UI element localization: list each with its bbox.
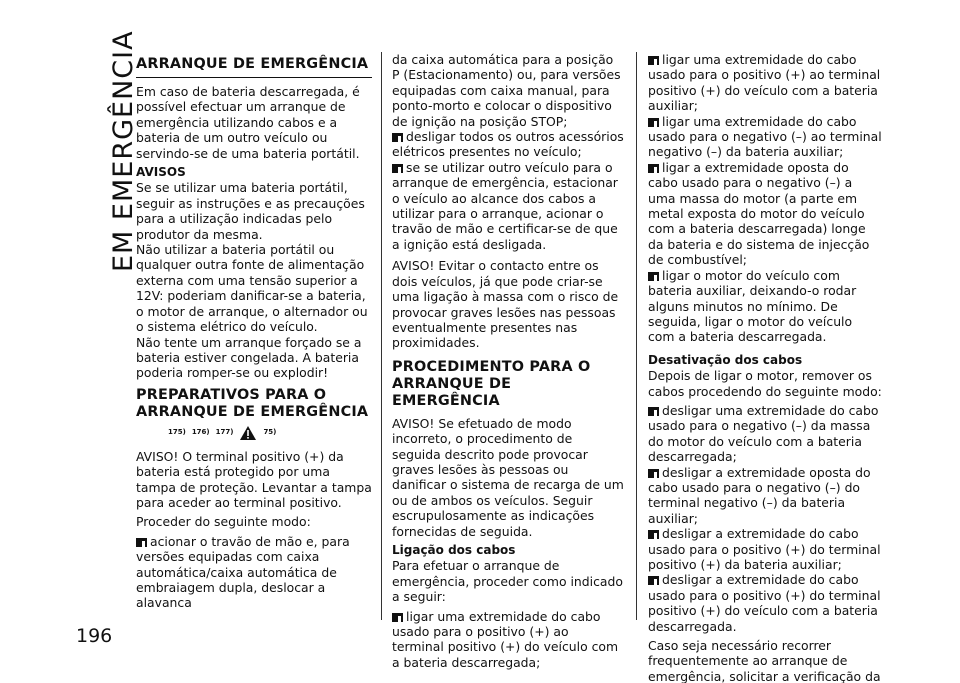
list-item-text: acionar o travão de mão e, para versões equipadas com caixa automática/caixa automática de embraiagem dupla, deslocar a alavanca: [136, 533, 350, 611]
column-2: [392, 52, 624, 670]
reference-marks: [136, 425, 372, 441]
list-item: [648, 268, 882, 345]
warning-triangle-icon: [239, 425, 257, 441]
bullet-icon: [648, 576, 659, 585]
chapter-side-title-text: EM EMERGÊNCIA: [108, 30, 139, 272]
bullet-icon: [648, 469, 659, 478]
list-item: [136, 534, 372, 611]
bullet-icon: [648, 407, 659, 416]
bullet-icon: [648, 272, 659, 281]
desativacao-heading: Desativação dos cabos: [648, 352, 803, 367]
list-item-text: ligar uma extremidade do cabo usado para o positivo (+) ao terminal positivo (+) do veículo com a bateria descarregada;: [392, 608, 619, 670]
bullet-icon: [648, 530, 659, 539]
avisos-heading: AVISOS: [136, 165, 186, 180]
final-paragraph: Caso seja necessário recorrer frequentemente ao arranque de emergência, solicitar a verificação da: [648, 638, 881, 683]
aviso-terminal-paragraph: AVISO! O terminal positivo (+) da bateria está protegido por uma tampa de proteção. Levantar a tampa para aceder ao terminal positivo.: [136, 448, 372, 510]
avisos-text-2: Não utilizar a bateria portátil ou qualquer outra fonte de alimentação externa com uma tensão superior a 12V: poderiam danificar-se a bateria, o motor de arranque, o alternador ou o sistema elétrico do veículo.: [136, 242, 368, 335]
reference-177: 177): [215, 428, 234, 437]
bullet-icon: [392, 164, 403, 173]
list-item-text: ligar o motor do veículo com bateria auxiliar, deixando-o rodar alguns minutos no mínimo. De seguida, ligar o motor do veículo com a bateria descarregada.: [648, 267, 857, 345]
column-divider: [636, 52, 637, 620]
list-item-text: desligar todos os outros acessórios elétricos presentes no veículo;: [392, 129, 624, 160]
list-item: [648, 160, 882, 268]
bullet-icon: [392, 613, 403, 622]
list-item: [648, 572, 882, 634]
list-item-text: desligar a extremidade oposta do cabo usado para o negativo (–) do terminal negativo (–) da bateria auxiliar;: [648, 464, 871, 526]
list-item: [648, 403, 882, 465]
list-item-text: se se utilizar outro veículo para o arranque de emergência, estacionar o veículo ao alcance dos cabos a utilizar para o arranque, acionar o travão de mão e certificar-se de que a ignição está desligada.: [392, 159, 618, 252]
bullet-icon: [648, 56, 659, 65]
list-item-text: desligar a extremidade do cabo usado para o positivo (+) do terminal positivo (+) da bateria auxiliar;: [648, 526, 881, 572]
bullet-icon: [136, 538, 147, 547]
column-3: [648, 52, 882, 683]
continued-paragraph: da caixa automática para a posição P (Estacionamento) ou, para versões equipadas com caixa manual, para ponto-morto e colocar o dispositivo de ignição na posição STOP;: [392, 52, 621, 129]
list-item: [648, 526, 882, 572]
column-1: [136, 50, 372, 611]
list-item-text: desligar uma extremidade do cabo usado para o negativo (–) da massa do motor do veículo com a bateria descarregada;: [648, 402, 879, 465]
avisos-text-1: Se se utilizar uma bateria portátil, seguir as instruções e as precauções para a utilização indicadas pelo produtor da mesma.: [136, 180, 365, 242]
list-item-text: ligar uma extremidade do cabo usado para o positivo (+) ao terminal positivo (+) do veículo com a bateria auxiliar;: [648, 52, 881, 114]
reference-176: 176): [191, 428, 210, 437]
intro-paragraph: Em caso de bateria descarregada, é possível efectuar um arranque de emergência utilizando cabos e a bateria de um outro veículo ou servindo-se de uma bateria portátil.: [136, 84, 360, 161]
list-item: [648, 114, 882, 160]
aviso-contacto-paragraph: AVISO! Evitar o contacto entre os dois veículos, já que pode criar-se uma ligação à massa com o risco de provocar graves lesões nas pessoas eventualmente presentes nas proximidades.: [392, 258, 619, 351]
section-title-preparativos: PREPARATIVOS PARA O ARRANQUE DE EMERGÊNCIA: [136, 386, 369, 420]
list-item: [392, 609, 624, 671]
ligacao-intro: Para efetuar o arranque de emergência, proceder como indicado a seguir:: [392, 558, 623, 605]
section-title-arranque: ARRANQUE DE EMERGÊNCIA: [136, 56, 372, 78]
bullet-icon: [392, 133, 403, 142]
proceder-paragraph: Proceder do seguinte modo:: [136, 514, 311, 530]
avisos-text-3: Não tente um arranque forçado se a bateria estiver congelada. A bateria poderia romper-se ou explodir!: [136, 334, 362, 381]
list-item-text: ligar uma extremidade do cabo usado para o negativo (–) ao terminal negativo (–) da bateria auxiliar;: [648, 113, 882, 160]
chapter-side-title: [76, 22, 139, 272]
page-number: 196: [76, 625, 113, 647]
column-divider: [381, 52, 382, 620]
bullet-icon: [648, 164, 659, 173]
bullet-icon: [648, 118, 659, 127]
list-item: [648, 52, 882, 114]
reference-175: 175): [168, 428, 186, 437]
desativacao-intro: Depois de ligar o motor, remover os cabos procedendo do seguinte modo:: [648, 368, 882, 399]
reference-75: 75): [263, 428, 277, 437]
section-title-procedimento: PROCEDIMENTO PARA O ARRANQUE DE EMERGÊNCIA: [392, 358, 591, 409]
aviso-procedimento-paragraph: AVISO! Se efetuado de modo incorreto, o procedimento de seguida descrito pode provocar graves lesões às pessoas ou danificar o sistema de recarga de um ou de ambos os veículos. Seguir escrupulosamente as indicações fornecidas de seguida.: [392, 415, 624, 539]
list-item: [648, 465, 882, 527]
list-item-text: ligar a extremidade oposta do cabo usado para o negativo (–) a uma massa do motor (a parte em metal exposta do motor do veículo com a bateria descarregada) longe da bateria e do sistema de injecção de combustível;: [648, 159, 870, 268]
ligacao-heading: Ligação dos cabos: [392, 542, 516, 557]
list-item: [392, 129, 624, 160]
list-item-text: desligar a extremidade do cabo usado para o positivo (+) do terminal positivo (+) do veículo com a bateria descarregada.: [648, 572, 881, 634]
list-item: [392, 160, 624, 252]
